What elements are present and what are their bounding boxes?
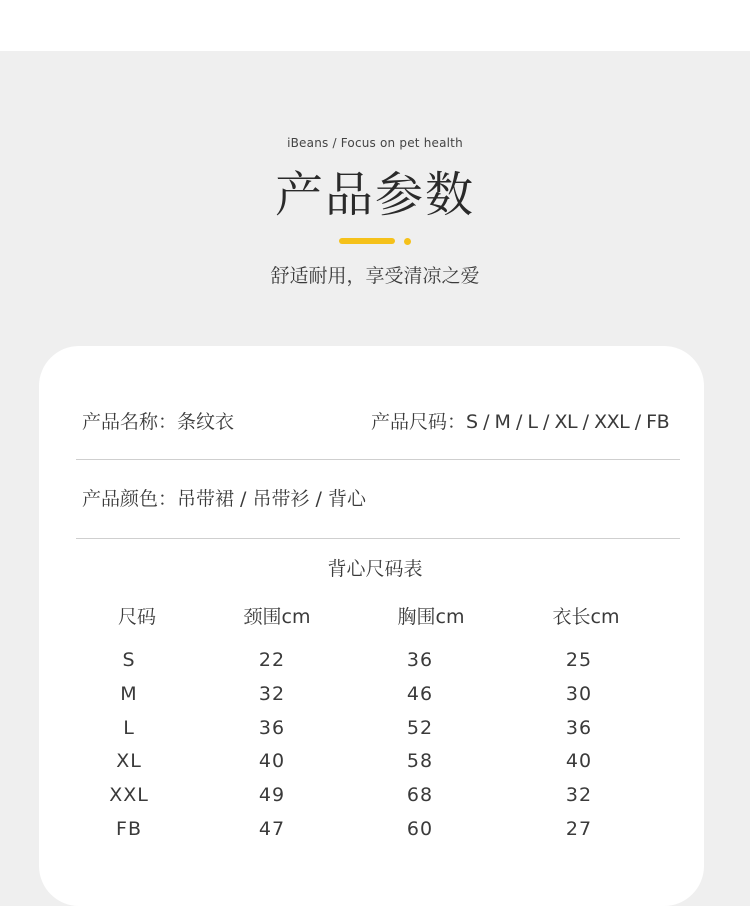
neck-cell: 49 — [258, 784, 286, 806]
size-cell: XXL — [109, 784, 149, 806]
product-size-label: 产品尺码： — [371, 411, 467, 433]
chest-cell: 60 — [406, 818, 434, 840]
product-name-row — [82, 409, 234, 435]
column-header: 颈围cm — [243, 606, 311, 628]
column-header: 胸围cm — [397, 606, 465, 628]
divider — [76, 459, 680, 460]
size-table-title: 背心尺码表 — [327, 558, 423, 580]
neck-cell: 47 — [258, 818, 286, 840]
length-cell: 25 — [565, 649, 593, 671]
brand-tagline: iBeans / Focus on pet health — [287, 136, 463, 150]
length-cell: 32 — [565, 784, 593, 806]
chest-cell: 58 — [406, 750, 434, 772]
length-cell: 40 — [565, 750, 593, 772]
column-header: 衣长cm — [552, 606, 620, 628]
page-subtitle: 舒适耐用，享受清凉之爱 — [270, 265, 480, 287]
product-name-label: 产品名称： — [82, 411, 178, 433]
product-color-value: 吊带裙 / 吊带衫 / 背心 — [177, 488, 366, 510]
chest-cell: 68 — [406, 784, 434, 806]
column-header: 尺码 — [117, 606, 156, 628]
size-cell: S — [122, 649, 136, 671]
title-accent-dot — [404, 238, 411, 245]
size-cell: L — [123, 717, 135, 739]
product-color-label: 产品颜色： — [82, 488, 178, 510]
page-title: 产品参数 — [274, 167, 475, 223]
size-cell: M — [120, 683, 138, 705]
length-cell: 36 — [565, 717, 593, 739]
product-size-row — [371, 409, 669, 435]
neck-cell: 32 — [258, 683, 286, 705]
neck-cell: 36 — [258, 717, 286, 739]
neck-cell: 22 — [258, 649, 286, 671]
divider — [76, 538, 680, 539]
length-cell: 30 — [565, 683, 593, 705]
top-white-band — [0, 0, 750, 51]
product-name-value: 条纹衣 — [177, 411, 235, 433]
product-size-value: S / M / L / XL / XXL / FB — [466, 411, 670, 433]
title-accent-bar — [339, 238, 395, 244]
size-cell: FB — [116, 818, 142, 840]
length-cell: 27 — [565, 818, 593, 840]
chest-cell: 52 — [406, 717, 434, 739]
size-cell: XL — [116, 750, 142, 772]
neck-cell: 40 — [258, 750, 286, 772]
chest-cell: 36 — [406, 649, 434, 671]
chest-cell: 46 — [406, 683, 434, 705]
product-color-row — [82, 486, 366, 512]
